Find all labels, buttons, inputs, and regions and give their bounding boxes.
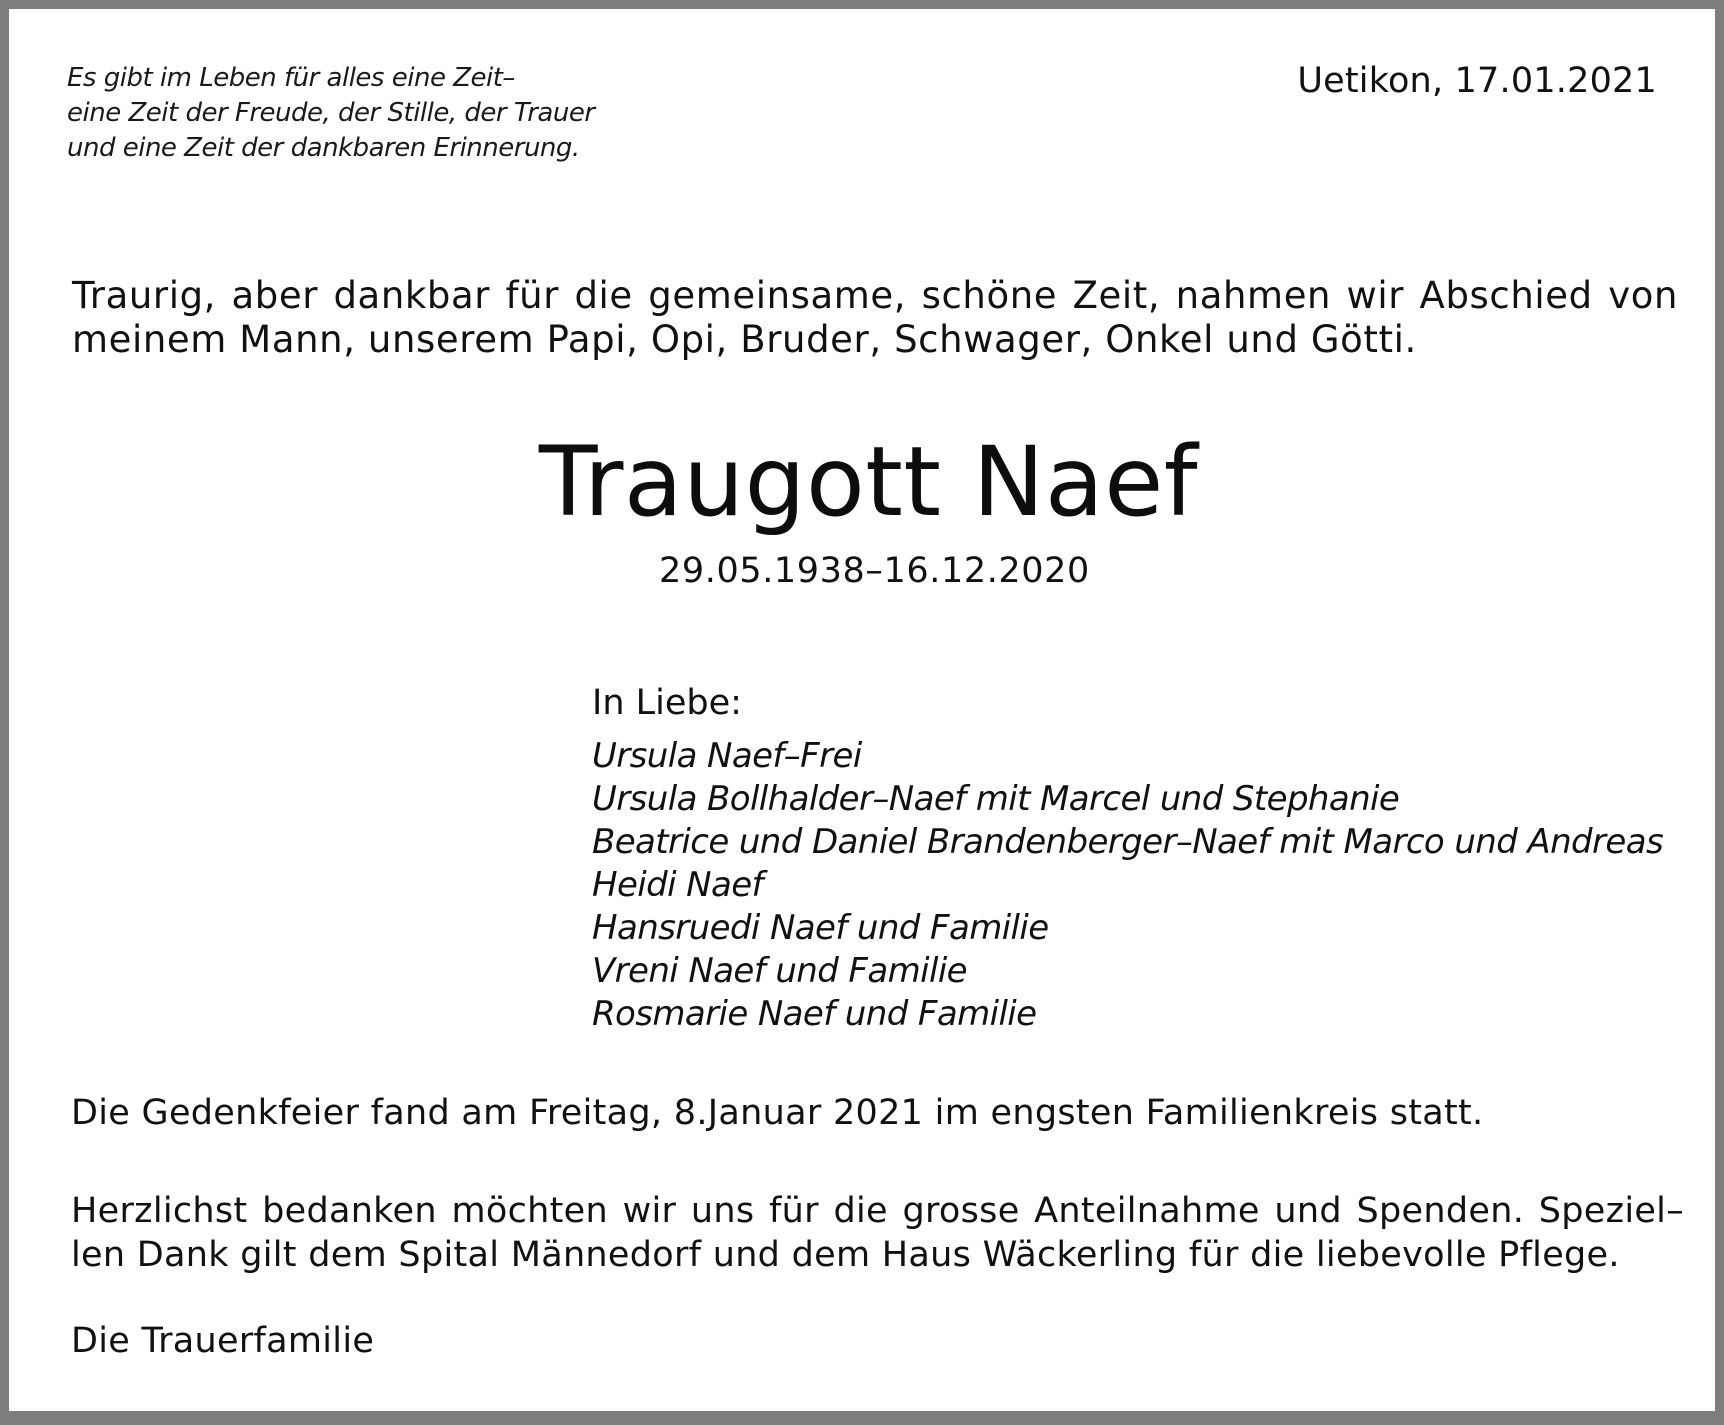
thanks-line: Herzlichst bedanken möchten wir uns für die grosse Anteilnahme und Spenden. Speziel– [71,1191,1684,1231]
intro-line: meinem Mann, unserem Papi, Opi, Bruder, Schwager, Onkel und Götti. [72,318,1417,361]
thanks-line: len Dank gilt dem Spital Männedorf und dem Haus Wäckerling für die liebevolle Pflege. [71,1235,1620,1275]
mourner-name: Ursula Bollhalder–Naef mit Marcel und Stephanie [592,779,1400,819]
motto-line: Es gibt im Leben für alles eine Zeit– [67,63,515,93]
mourners-list [592,735,1663,1036]
thanks-paragraph [71,1189,1684,1277]
mourner-name: Ursula Naef–Frei [592,736,862,776]
place-date: Uetikon, 17.01.2021 [1297,61,1657,101]
mourner-name: Heidi Naef [592,865,763,905]
motto-line: und eine Zeit der dankbaren Erinnerung. [67,133,580,163]
mourner-name: Hansruedi Naef und Familie [592,908,1049,948]
life-dates: 29.05.1938–16.12.2020 [659,551,1090,591]
intro-line: Traurig, aber dankbar für die gemeinsame, schöne Zeit, nahmen wir Abschied von [72,274,1678,317]
mourner-name: Vreni Naef und Familie [592,951,967,991]
mourners-heading: In Liebe: [592,683,742,723]
mourner-name: Beatrice und Daniel Brandenberger–Naef mit Marco und Andreas [592,822,1664,862]
motto-quote [67,61,595,166]
deceased-name: Traugott Naef [538,426,1199,538]
signature: Die Trauerfamilie [71,1321,375,1361]
motto-line: eine Zeit der Freude, der Stille, der Trauer [67,98,595,128]
intro-paragraph [72,274,1678,362]
memorial-notice: Die Gedenkfeier fand am Freitag, 8.Januar 2021 im engsten Familienkreis statt. [71,1093,1484,1133]
mourner-name: Rosmarie Naef und Familie [592,994,1037,1034]
